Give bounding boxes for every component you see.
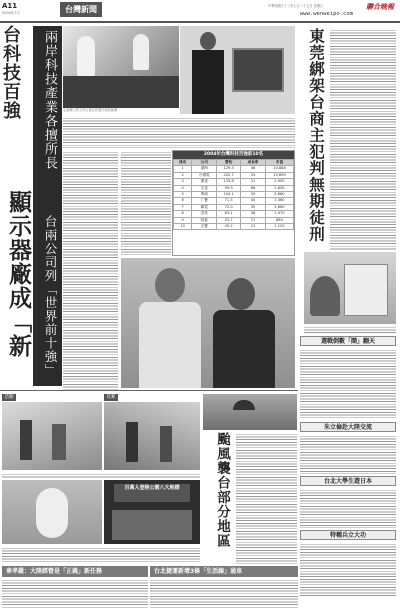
table-cell: 129.5 [217, 166, 241, 172]
table-cell: 仁寶 [192, 198, 217, 204]
ranking-header-cell: 成長率 [241, 160, 266, 166]
man-suit [192, 50, 224, 114]
right-section-3-title: 台北大學生遊日本 [323, 478, 372, 485]
table-cell: 7 [174, 204, 192, 210]
right-caption-text [304, 325, 396, 333]
machine-block [63, 76, 179, 108]
table-cell: 奇美 [192, 211, 217, 217]
bottom-bar-2 [150, 566, 298, 577]
monitor-screen [232, 48, 284, 92]
man-head [200, 32, 216, 50]
table-cell: 1 [174, 166, 192, 172]
deck-1: 兩岸科技產業各擅所長 [42, 30, 57, 170]
newspaper-logo: 聯合晚報 [366, 3, 394, 11]
bottom-bar-2-text: 台北捷運新增3條「生活線」通車 [154, 568, 243, 575]
ceremony-banner [114, 484, 190, 502]
table-cell: 友達 [192, 185, 217, 191]
table-cell: 2,660 [265, 192, 293, 198]
bottom-bar-1-text: 章孝嚴：大陸經營是「正義」新任務 [6, 568, 103, 575]
businessman-photo [180, 26, 295, 114]
mascot-figure [36, 488, 68, 538]
table-cell: 27 [241, 217, 266, 223]
crowd-figure-1 [20, 420, 32, 460]
table-cell: 1,970 [265, 211, 293, 217]
ranking-table-title: 2004年台灣科技百強前10名 [173, 151, 294, 159]
middle-label-1-text: 活動 [4, 395, 14, 400]
right-headline: 東莞綁架台商主犯判無期徒刑 [307, 28, 326, 243]
table-cell: 104.1 [217, 192, 241, 198]
masthead-rule [0, 21, 400, 23]
table-cell: 2,830 [265, 185, 293, 191]
table-cell: 45.2 [217, 224, 241, 230]
worker-figure-1 [77, 36, 95, 76]
ranking-header-cell: 公司 [192, 160, 217, 166]
ranking-header-cell: 市值 [265, 160, 293, 166]
table-cell: 1,360 [265, 198, 293, 204]
right-section-2-title: 朱立倫赴大陸交流 [323, 424, 372, 431]
photo-caption-row-1 [2, 472, 200, 478]
intro-paragraph [63, 116, 295, 148]
article-column-2 [121, 150, 171, 255]
right-section-1-header [300, 336, 396, 346]
right-section-1-text [300, 348, 396, 420]
typhoon-photo [203, 394, 297, 430]
table-cell: 133.8 [217, 179, 241, 185]
factory-photo-caption: 生產線上的工作人員正在進行產品檢測 [63, 108, 118, 112]
table-cell: 72.0 [217, 204, 241, 210]
table-cell: 8 [174, 211, 192, 217]
middle-label-2-text: 花絮 [106, 395, 116, 400]
ranking-header-cell: 營收 [217, 160, 241, 166]
right-section-4-text [300, 542, 396, 598]
two-executives-photo [121, 258, 295, 388]
table-cell: 35 [241, 204, 266, 210]
ceremony-photo [104, 480, 200, 544]
building-block [344, 264, 388, 316]
table-cell: 3 [174, 179, 192, 185]
table-cell: 明碁 [192, 217, 217, 223]
table-cell: 63.1 [217, 211, 241, 217]
masthead [0, 0, 400, 23]
table-cell: 33 [241, 172, 266, 178]
right-man-head [227, 278, 255, 310]
crowd-photo-1 [2, 402, 102, 470]
middle-divider [0, 390, 298, 391]
table-cell: 2,950 [265, 179, 293, 185]
crowd-figure-4 [160, 426, 172, 462]
umbrella-figure [233, 400, 255, 410]
right-section-2-text [300, 434, 396, 474]
bottom-bar-2-article [150, 578, 298, 608]
ceremony-people [112, 510, 192, 540]
building-photo [304, 252, 396, 324]
table-cell: 10,888 [265, 166, 293, 172]
table-cell: 46 [241, 166, 266, 172]
table-cell: 21 [241, 224, 266, 230]
page-code: A11 [2, 2, 18, 10]
crowd-figure-2 [52, 424, 66, 460]
top-info: 中華民國九十三年七月二十五日 星期日 [268, 4, 324, 8]
table-cell: 6 [174, 198, 192, 204]
table-cell: 31 [241, 179, 266, 185]
table-cell: 廣達 [192, 179, 217, 185]
tree-shape [310, 276, 340, 316]
table-cell: 14,690 [265, 172, 293, 178]
table-cell: 29 [241, 192, 266, 198]
mascot-photo [2, 480, 102, 544]
table-cell: 4 [174, 185, 192, 191]
right-section-2-header [300, 422, 396, 432]
left-man-suit [139, 302, 201, 388]
table-cell: 光寶 [192, 224, 217, 230]
right-man-suit [213, 310, 275, 388]
right-section-3-text [300, 488, 396, 528]
crowd-figure-3 [126, 422, 138, 462]
bottom-bar-1 [2, 566, 148, 577]
left-man-head [155, 268, 185, 302]
right-section-4-header [300, 530, 396, 540]
table-cell: 71.5 [217, 198, 241, 204]
factory-photo [63, 26, 179, 108]
table-cell: 38 [241, 211, 266, 217]
middle-label-1 [2, 394, 16, 401]
table-cell: 202.7 [217, 172, 241, 178]
table-cell: 880 [265, 217, 293, 223]
main-headline-2: 顯示器廠成「新 [5, 190, 32, 358]
page-date-line: 2004年7月 [2, 11, 21, 15]
middle-label-2 [104, 394, 118, 401]
right-section-1-title: 選戰倒數「鬧」翻天 [320, 338, 375, 345]
table-cell: 5 [174, 192, 192, 198]
typhoon-headline: 颱風襲台部分地區 [214, 432, 230, 548]
right-section-3-header [300, 476, 396, 486]
table-cell: 99.3 [217, 185, 241, 191]
table-cell: 66 [241, 185, 266, 191]
deck-2: 台兩公司列「世界前十強」 [43, 215, 58, 377]
right-article-text [330, 28, 396, 250]
article-column-1 [63, 150, 118, 390]
typhoon-article-text [236, 432, 297, 564]
bottom-bar-1-article [2, 578, 148, 608]
table-cell: 鴻海 [192, 166, 217, 172]
ranking-table-box [172, 150, 295, 256]
right-section-4-title: 特種兵立大功 [329, 532, 366, 539]
photo-caption-row-2 [2, 546, 200, 564]
table-cell: 台積電 [192, 172, 217, 178]
table-cell: 9 [174, 217, 192, 223]
worker-figure-2 [133, 34, 149, 70]
table-cell: 40 [241, 198, 266, 204]
ceremony-banner-text: 百萬人登陸公園八大地標 [124, 485, 180, 491]
table-row [174, 224, 294, 230]
table-cell: 2 [174, 172, 192, 178]
section-title: 台灣新聞 [60, 2, 102, 17]
table-cell: 華碩 [192, 192, 217, 198]
ranking-table [173, 159, 294, 230]
table-cell: 聯電 [192, 204, 217, 210]
table-cell: 1,120 [265, 224, 293, 230]
table-cell: 3,660 [265, 204, 293, 210]
main-headline-1: 台科技百強 [0, 25, 21, 120]
ranking-header-cell: 排名 [174, 160, 192, 166]
website-url[interactable]: www.wenweipo.com [300, 11, 353, 17]
table-cell: 53.7 [217, 217, 241, 223]
table-cell: 10 [174, 224, 192, 230]
crowd-photo-2 [104, 402, 200, 470]
